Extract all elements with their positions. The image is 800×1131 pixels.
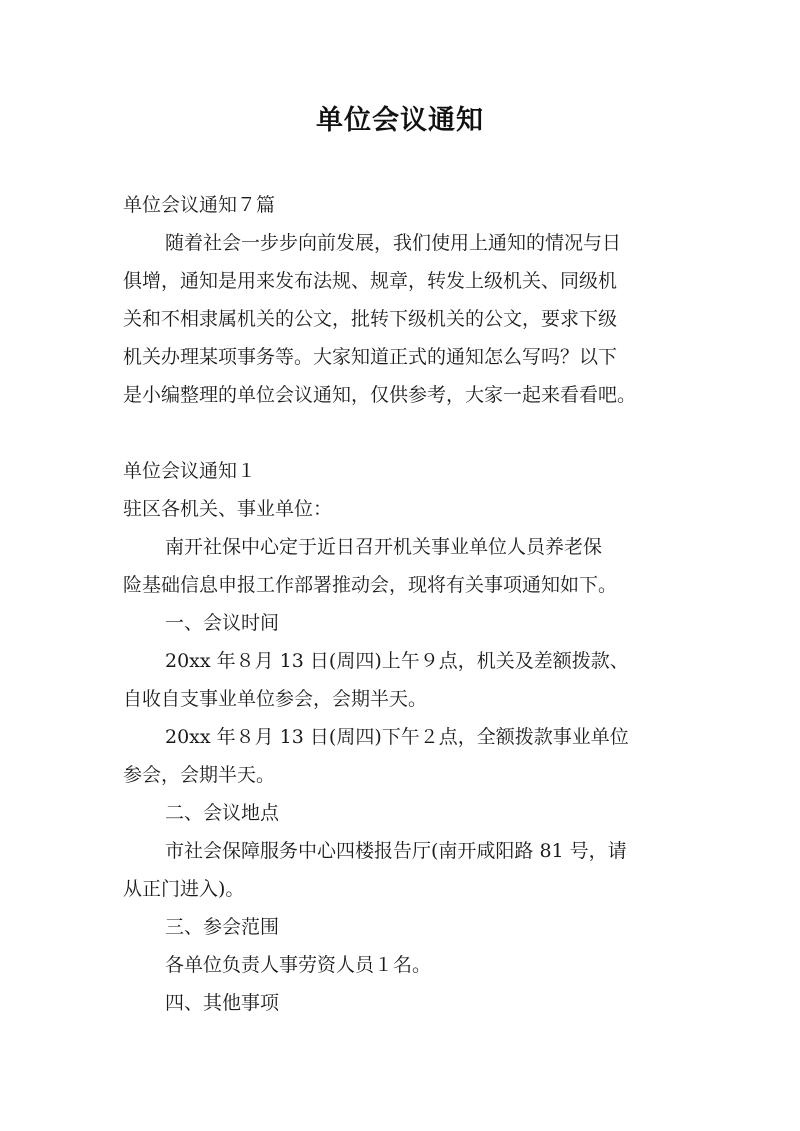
scope-line: 各单位负责人事劳资人员１名。 [165, 954, 432, 976]
intro-line: 是小编整理的单位会议通知，仅供参考，大家一起来看看吧。 [123, 384, 637, 406]
addressee: 驻区各机关、事业单位： [123, 498, 333, 520]
location-line: 市社会保障服务中心四楼报告厅(南开咸阳路 81 号，请 [165, 840, 627, 862]
item-heading-scope: 三、参会范围 [165, 916, 280, 938]
time-line: 自收自支事业单位参会，会期半天。 [123, 688, 428, 710]
item-heading-other: 四、其他事项 [165, 992, 280, 1014]
intro-line: 关和不相隶属机关的公文，批转下级机关的公文，要求下级 [123, 308, 618, 330]
item-heading-location: 二、会议地点 [165, 802, 280, 824]
subtitle: 单位会议通知７篇 [123, 194, 276, 216]
opening-line: 南开社保中心定于近日召开机关事业单位人员养老保 [165, 536, 603, 558]
paragraph-gap [123, 414, 683, 452]
time-line: 参会，会期半天。 [123, 764, 276, 786]
time-line: 20xx 年８月 13 日(周四)上午９点，机关及差额拨款、 [165, 650, 629, 672]
location-line: 从正门进入)。 [123, 878, 245, 900]
item-heading-time: 一、会议时间 [165, 612, 280, 634]
section-heading: 单位会议通知１ [123, 460, 257, 482]
opening-line: 险基础信息申报工作部署推动会，现将有关事项通知如下。 [123, 574, 618, 596]
page-title: 单位会议通知 [316, 105, 484, 136]
time-line: 20xx 年８月 13 日(周四)下午２点，全额拨款事业单位 [165, 726, 629, 748]
intro-line: 随着社会一步步向前发展，我们使用上通知的情况与日 [165, 232, 622, 254]
intro-line: 俱增，通知是用来发布法规、规章，转发上级机关、同级机 [123, 270, 618, 292]
intro-line: 机关办理某项事务等。大家知道正式的通知怎么写吗？以下 [123, 346, 618, 368]
document-body [123, 186, 683, 1022]
